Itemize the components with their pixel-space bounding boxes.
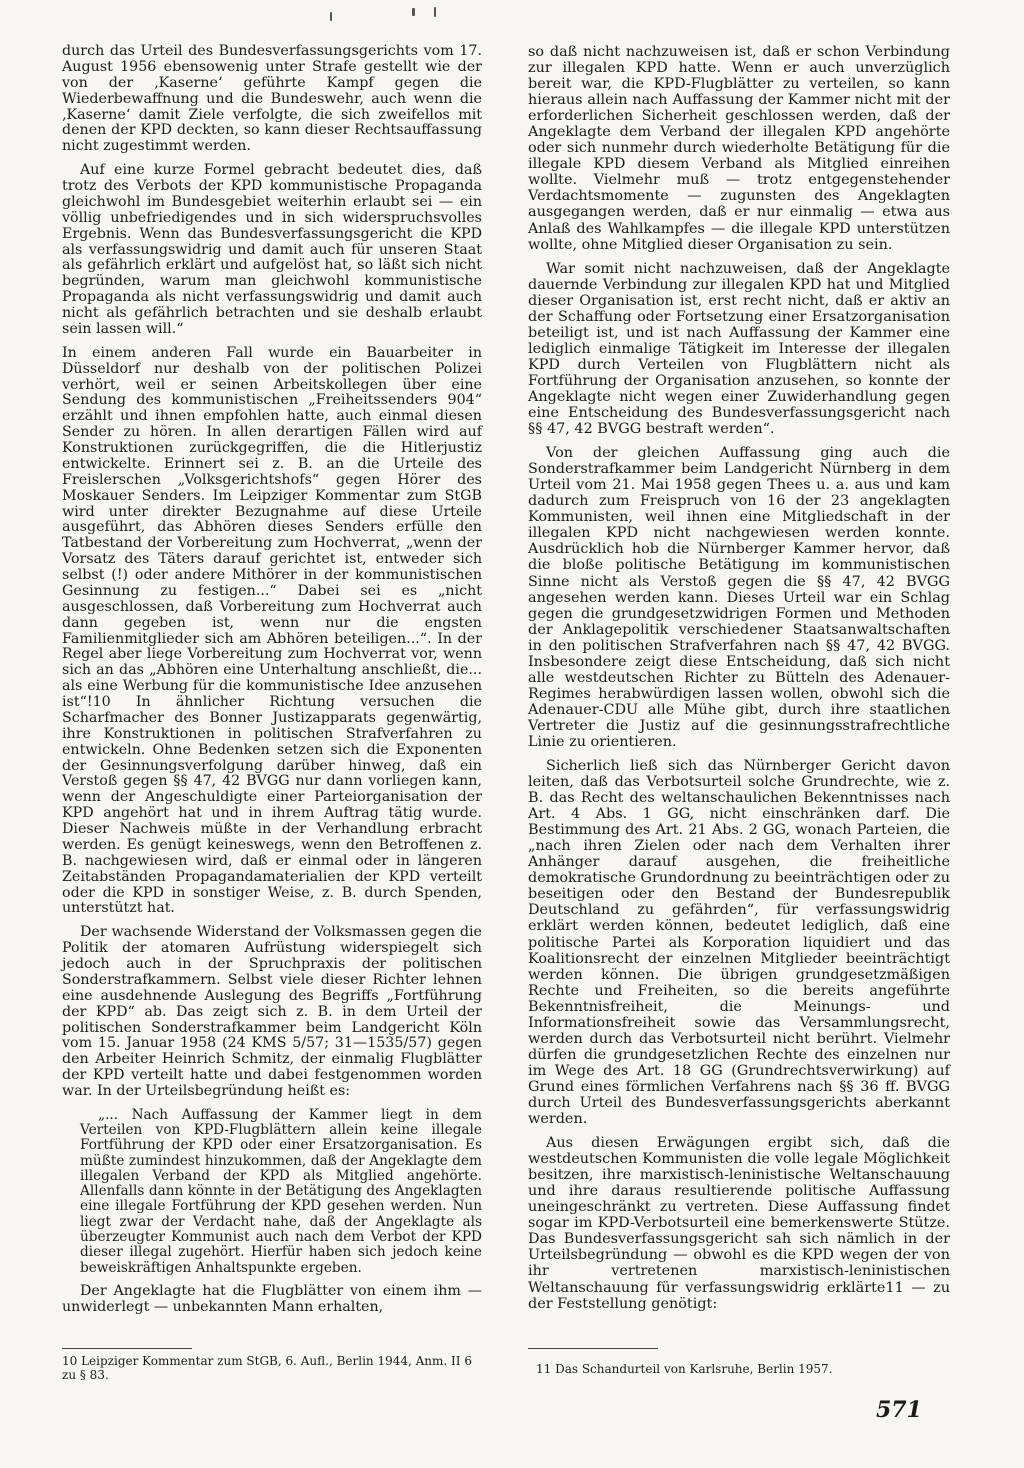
paragraph: Aus diesen Erwägungen ergibt sich, daß die westdeutschen Kommunisten die volle legale Möglichkeit besitzen, ihre marxistisch-leninistische Weltanschauung und ihre daraus resultierende politische Auffassung uneingeschränkt zu vertreten. Diese Auffassung findet sogar im KPD-Verbotsurteil eine bemerkenswerte Stütze. Das Bundesverfassungsgericht sah sich nämlich in der Urteilsbegründung — obwohl es die KPD wegen der von ihr vertretenen marxistisch-leninistischen Weltanschauung für verfassungswidrig erklärte11 — zu der Feststellung genötigt: [528,1135,950,1312]
scan-speck [412,8,415,16]
paragraph: Sicherlich ließ sich das Nürnberger Gericht davon leiten, daß das Verbotsurteil solche Grundrechte, wie z. B. das Recht des weltanschaulichen Bekenntnisses nach Art. 4 Abs. 1 GG, nicht einschränken darf. Die Bestimmung des Art. 21 Abs. 2 GG, wonach Parteien, die „nach ihren Zielen oder nach dem Verhalten ihrer Anhänger darauf ausgehen, die freiheitliche demokratische Grundordnung zu beeinträchtigen oder zu beseitigen oder den Bestand der Bundesrepublik Deutschland zu gefährden“, für verfassungswidrig erklärt werden können, bedeutet lediglich, daß eine politische Partei als Korporation liquidiert und das Koalitionsrecht der einzelnen Mitglieder beeinträchtigt werden können. Die übrigen grundgesetzmäßigen Rechte und Freiheiten, so die bereits angeführte Bekenntnisfreiheit, die Meinungs- und Informationsfreiheit sowie das Versammlungsrecht, werden durch das Verbotsurteil nicht berührt. Vielmehr dürfen die grundgesetzlichen Rechte des einzelnen nur im Wege des Art. 18 GG (Grundrechtsverwirkung) auf Grund eines förmlichen Verfahrens nach §§ 36 ff. BVGG durch Urteil des Bundesverfassungsgerichts aberkannt werden. [528,758,950,1128]
left-column [62,44,482,1324]
footnote-divider [528,1348,658,1349]
page-number: 571 [876,1397,922,1423]
paragraph: durch das Urteil des Bundesverfassungsgerichts vom 17. August 1956 ebensowenig unter Strafe gestellt wie der von der ‚Kaserne‘ geführte Kampf gegen die Wiederbewaffnung und die Bundeswehr, auch wenn die ‚Kaserne‘ damit Ziele verfolgte, die sich zweifellos mit denen der KPD deckten, so kann dieser Rechtsauffassung nicht zugestimmt werden. [62,43,482,155]
scan-speck [434,7,436,17]
paragraph: Auf eine kurze Formel gebracht bedeutet dies, daß trotz des Verbots der KPD kommunistische Propaganda gleichwohl im Bundesgebiet weiterhin erlaubt sei — ein völlig unbefriedigendes und in sich widerspruchsvolles Ergebnis. Wenn das Bundesverfassungsgericht die KPD als verfassungswidrig und damit auch für unseren Staat als gefährlich erklärt und aufgelöst hat, so läßt sich nicht begründen, warum man gleichwohl kommunistische Propaganda als nicht verfassungswidrig und damit auch nicht als gefährlich betrachten und sie deshalb erlaubt sein lassen will.“ [62,162,482,337]
paragraph: In einem anderen Fall wurde ein Bauarbeiter in Düsseldorf nur deshalb von der politischen Polizei verhört, weil er seinen Arbeitskollegen über eine Sendung des kommunistischen „Freiheitssenders 904“ erzählt und ihnen empfohlen hatte, auch einmal diesen Sender zu hören. In allen derartigen Fällen wird auf Konstruktionen zurückgegriffen, die die Hitlerjustiz entwickelte. Erinnert sei z. B. an die Urteile des Freislerschen „Volksgerichtshofs“ gegen Hörer des Moskauer Senders. Im Leipziger Kommentar zum StGB wird unter direkter Bezugnahme auf diese Urteile ausgeführt, das Abhören dieses Senders erfülle den Tatbestand der Vorbereitung zum Hochverrat, „wenn der Vorsatz des Täters darauf gerichtet ist, entweder sich selbst (!) oder andere Mithörer in der kommunistischen Gesinnung zu festigen...“ Dabei sei es „nicht ausgeschlossen, daß Vorbereitung zum Hochverrat auch dann gegeben ist, wenn nur die engsten Familienmitglieder sich am Abhören beteiligen...“. In der Regel aber liege Vorbereitung zum Hochverrat vor, wenn sich an das „Abhören eine Unterhaltung anschließt, die... als eine Werbung für die kommunistische Idee anzusehen ist“!10 In ähnlicher Richtung versuchen die Scharfmacher des Bonner Justizapparats gegenwärtig, ihre Konstruktionen in politischen Strafverfahren zu entwickeln. Ohne Bedenken setzen sich die Exponenten der Gesinnungsverfolgung darüber hinweg, daß ein Verstoß gegen §§ 47, 42 BVGG nur dann vorliegen kann, wenn der Angeschuldigte einer Parteiorganisation der KPD angehört hat und in ihrem Auftrag tätig wurde. Dieser Nachweis müßte in der Verhandlung erbracht werden. Es genügt keineswegs, wenn den Betroffenen z. B. nachgewiesen wird, daß er einmal oder in längeren Zeitabständen Propagandamaterialien der KPD verteilt oder die KPD in sonstiger Weise, z. B. durch Spenden, unterstützt hat. [62,344,482,917]
footnote-10: 10 Leipziger Kommentar zum StGB, 6. Aufl., Berlin 1944, Anm. II 6 zu § 83. [62,1354,472,1382]
paragraph: so daß nicht nachzuweisen ist, daß er schon Verbindung zur illegalen KPD hatte. Wenn er auch unverzüglich bereit war, die KPD-Flugblätter zu verteilen, so kann hieraus allein nach Auffassung der Kammer nicht mit der erforderlichen Sicherheit geschlossen werden, daß der Angeklagte dem Verband der illegalen KPD angehörte oder sich nunmehr durch wiederholte Betätigung für die illegale KPD diesem Verband als Mitglied einreihen wollte. Vielmehr muß — trotz entgegenstehender Verdachtsmomente — zugunsten des Angeklagten ausgegangen werden, daß er nur einmalig — etwa aus Anlaß des Wahlkampfes — die illegale KPD unterstützen wollte, ohne Mitglied dieser Organisation zu sein. [528,44,950,253]
footnote-11: 11 Das Schandurteil von Karlsruhe, Berlin 1957. [536,1362,833,1376]
footnote-divider [62,1348,192,1349]
paragraph: Von der gleichen Auffassung ging auch die Sonderstrafkammer beim Landgericht Nürnberg in dem Urteil vom 21. Mai 1958 gegen Thees u. a. aus und kam dadurch zum Freispruch von 16 der 23 angeklagten Kommunisten, weil ihnen eine Mitgliedschaft in der illegalen KPD nicht nachgewiesen werden konnte. Ausdrücklich hob die Nürnberger Kammer hervor, daß die bloße politische Betätigung im kommunistischen Sinne nicht als Verstoß gegen die §§ 47, 42 BVGG angesehen werden kann. Dieses Urteil war ein Schlag gegen die grundgesetzwidrigen Formen und Methoden der Anklagepolitik verschiedener Staatsanwaltschaften in den politischen Strafverfahren nach §§ 47, 42 BVGG. Insbesondere zeigt diese Entscheidung, daß sich nicht alle westdeutschen Richter zu Bütteln des Adenauer-Regimes herabwürdigen lassen wollen, obwohl sich die Adenauer-CDU alle Mühe gibt, durch ihre staatlichen Vertreter die Justiz auf die gesinnungsstrafrechtliche Linie zu orientieren. [528,445,950,750]
paragraph: Der Angeklagte hat die Flugblätter von einem ihm — unwiderlegt — unbekannten Mann erhalten, [62,1282,482,1315]
quote-paragraph: „... Nach Auffassung der Kammer liegt in dem Verteilen von KPD-Flugblättern allein keine illegale Fortführung der KPD oder einer Ersatzorganisation. Es müßte zumindest hinzukommen, daß der Angeklagte dem illegalen Verband der KPD als Mitglied angehörte. Allenfalls dann könnte in der Betätigung des Angeklagten eine illegale Fortführung der KPD gesehen werden. Nun liegt zwar der Verdacht nahe, daß der Angeklagte als überzeugter Kommunist auch nach dem Verbot der KPD dieser illegal zugehört. Hierfür haben sich jedoch keine beweiskräftigen Anhaltspunkte ergeben. [80,1106,482,1276]
right-column [528,44,950,1320]
paragraph: Der wachsende Widerstand der Volksmassen gegen die Politik der atomaren Aufrüstung widerspiegelt sich jedoch auch in der Spruchpraxis der politischen Sonderstrafkammern. Selbst viele dieser Richter lehnen eine ausdehnende Auslegung des Begriffs „Fortführung der KPD“ ab. Das zeigt sich z. B. in dem Urteil der politischen Sonderstrafkammer beim Landgericht Köln vom 15. Januar 1958 (24 KMS 5/57; 31—1535/57) gegen den Arbeiter Heinrich Schmitz, der einmalig Flugblätter der KPD verteilt hatte und dabei festgenommen worden war. In der Urteilsbegründung heißt es: [62,924,482,1099]
paragraph: War somit nicht nachzuweisen, daß der Angeklagte dauernde Verbindung zur illegalen KPD hat und Mitglied dieser Organisation ist, erst recht nicht, daß er aktiv an der Schaffung oder Fortsetzung einer Ersatzorganisation beteiligt ist, und ist nach Auffassung der Kammer eine lediglich einmalige Tätigkeit im Interesse der illegalen KPD durch Verteilen von Flugblättern nicht als Fortführung der Organisation anzusehen, so konnte der Angeklagte nicht wegen einer Zuwiderhandlung gegen eine Entscheidung des Bundesverfassungsgericht nach §§ 47, 42 BVGG bestraft werden“. [528,260,950,438]
scan-speck [330,12,332,21]
